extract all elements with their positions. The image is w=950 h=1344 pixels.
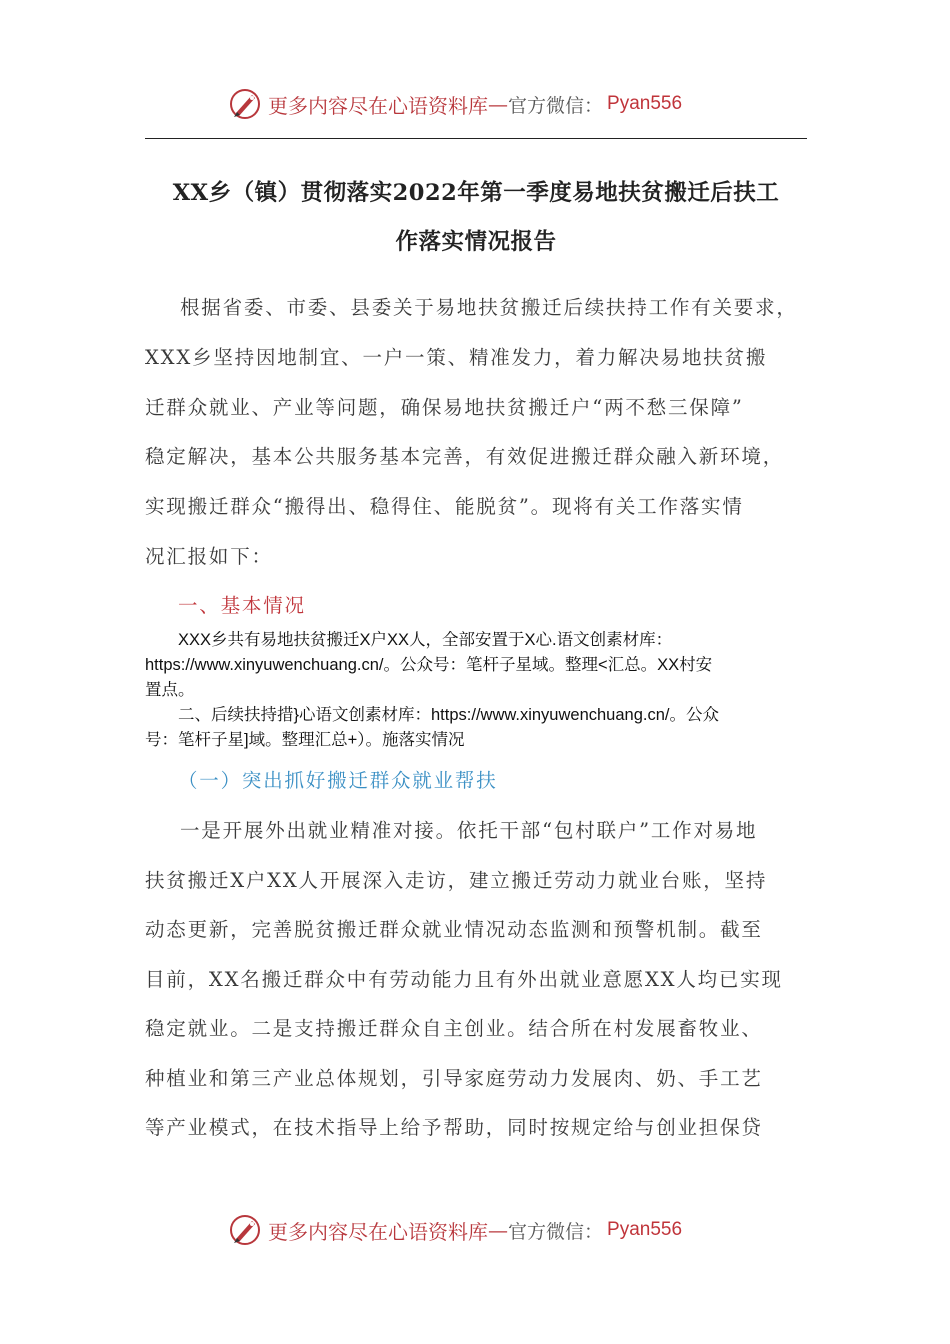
banner-wechat-id: Pyan556 xyxy=(607,1219,683,1240)
intro-line: 实现搬迁群众“搬得出、稳得住、能脱贫”。现将有关工作落实情 xyxy=(145,495,744,518)
header-banner xyxy=(228,84,728,124)
section-heading-basic: 一、基本情况 xyxy=(178,594,306,617)
intro-line: XXX乡坚持因地制宜、一户一策、精准发力，着力解决易地扶贫搬 xyxy=(145,346,768,369)
banner-wechat-id: Pyan556 xyxy=(607,93,683,114)
subsection-body-line: 扶贫搬迁X户XX人开展深入走访，建立搬迁劳动力就业台账，坚持 xyxy=(145,869,768,892)
subsection-body-line: 一是开展外出就业精准对接。依托干部“包村联户”工作对易地 xyxy=(180,819,758,842)
subsection-body-line: 动态更新，完善脱贫搬迁群众就业情况动态监测和预警机制。截至 xyxy=(145,918,763,941)
section-body-line: 二、后续扶持措}心语文创素材库：https://www.xinyuwenchuang.cn/。公众 xyxy=(178,706,719,724)
subsection-body-line: 目前，XX名搬迁群众中有劳动能力且有外出就业意愿XX人均已实现 xyxy=(145,968,783,991)
footer-banner xyxy=(228,1210,728,1250)
section-body-line: https://www.xinyuwenchuang.cn/。公众号：笔杆子星域。整理<汇总。XX村安 xyxy=(145,656,713,674)
pen-logo-icon xyxy=(228,87,262,121)
subsection-heading-employment: （一）突出抓好搬迁群众就业帮扶 xyxy=(178,769,498,792)
banner-dash: — xyxy=(488,92,508,116)
banner-text: 更多内容尽在心语资料库 xyxy=(268,1219,488,1244)
intro-line: 况汇报如下： xyxy=(145,545,273,568)
intro-line: 根据省委、市委、县委关于易地扶贫搬迁后续扶持工作有关要求， xyxy=(180,296,798,319)
subsection-body-line: 稳定就业。二是支持搬迁群众自主创业。结合所在村发展畜牧业、 xyxy=(145,1017,763,1040)
header-divider xyxy=(145,138,807,139)
banner-wechat-label: 官方微信： xyxy=(508,1220,604,1243)
document-title-line-1: XX乡（镇）贯彻落实2022年第一季度易地扶贫搬迁后扶工 xyxy=(172,180,780,206)
subsection-body-line: 种植业和第三产业总体规划，引导家庭劳动力发展肉、奶、手工艺 xyxy=(145,1067,763,1090)
section-body-line: 号：笔杆子星]域。整理汇总+）。施落实情况 xyxy=(145,731,465,749)
intro-line: 稳定解决，基本公共服务基本完善，有效促进搬迁群众融入新环境， xyxy=(145,445,785,468)
subsection-body-line: 等产业模式，在技术指导上给予帮助，同时按规定给与创业担保贷 xyxy=(145,1116,763,1139)
banner-wechat-label: 官方微信： xyxy=(508,94,604,117)
intro-line: 迁群众就业、产业等问题，确保易地扶贫搬迁户“两不愁三保障” xyxy=(145,396,744,419)
section-body-line: XXX乡共有易地扶贫搬迁X户XX人，全部安置于X心.语文创素材库： xyxy=(178,631,673,649)
pen-logo-icon xyxy=(228,1213,262,1247)
banner-dash: — xyxy=(488,1218,508,1242)
section-body-line: 置点。 xyxy=(145,681,195,699)
document-title-line-2: 作落实情况报告 xyxy=(395,229,557,255)
banner-text: 更多内容尽在心语资料库 xyxy=(268,93,488,118)
